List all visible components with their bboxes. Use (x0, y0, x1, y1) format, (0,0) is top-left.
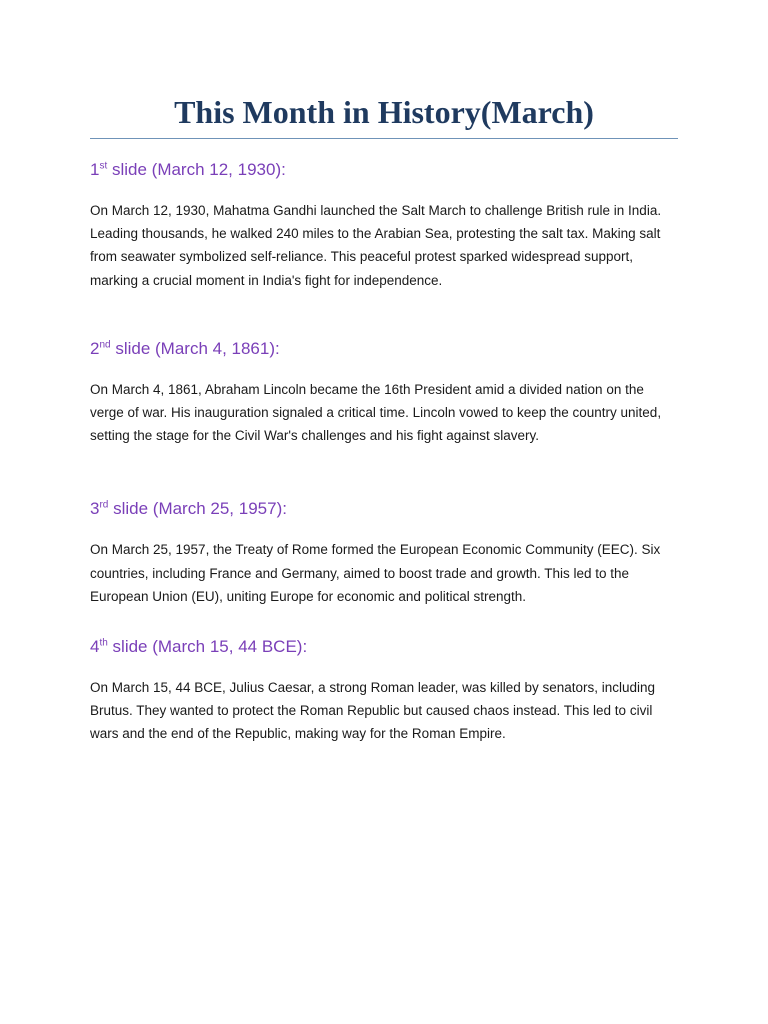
section-body: On March 15, 44 BCE, Julius Caesar, a strong Roman leader, was killed by senators, including Brutus. They wanted to protect the Roman Republic but caused chaos instead. This led to civil wars and the end of the Republic, making way for the Roman Empire. (90, 680, 656, 742)
title-underline (90, 138, 678, 139)
section-2 (90, 338, 678, 448)
section-body: On March 4, 1861, Abraham Lincoln became the 16th President amid a divided nation on the verge of war. His inauguration signaled a critical time. Lincoln vowed to keep the country united, setting the stage for the Civil War's challenges and his fight against slavery. (90, 381, 662, 444)
section-body: On March 25, 1957, the Treaty of Rome formed the European Economic Community (EEC). Six countries, including France and Germany, aimed to boost trade and growth. This led to the European Union (EU), uniting Europe for economic and political strength. (90, 542, 661, 604)
section-heading: 2nd slide (March 4, 1861): (90, 338, 280, 358)
section-body: On March 12, 1930, Mahatma Gandhi launched the Salt March to challenge British rule in India. Leading thousands, he walked 240 miles to the Arabian Sea, protesting the salt tax. Making salt from seawater symbolized self-reliance. This peaceful protest sparked widespread support, marking a crucial moment in India's fight for independence. (90, 203, 662, 288)
section-1 (90, 159, 678, 292)
section-3 (90, 498, 678, 608)
section-heading: 4th slide (March 15, 44 BCE): (90, 637, 308, 657)
page-title: This Month in History(March) (174, 94, 594, 130)
section-4 (90, 636, 678, 746)
section-heading: 1st slide (March 12, 1930): (90, 160, 286, 179)
section-heading: 3rd slide (March 25, 1957): (90, 499, 287, 519)
